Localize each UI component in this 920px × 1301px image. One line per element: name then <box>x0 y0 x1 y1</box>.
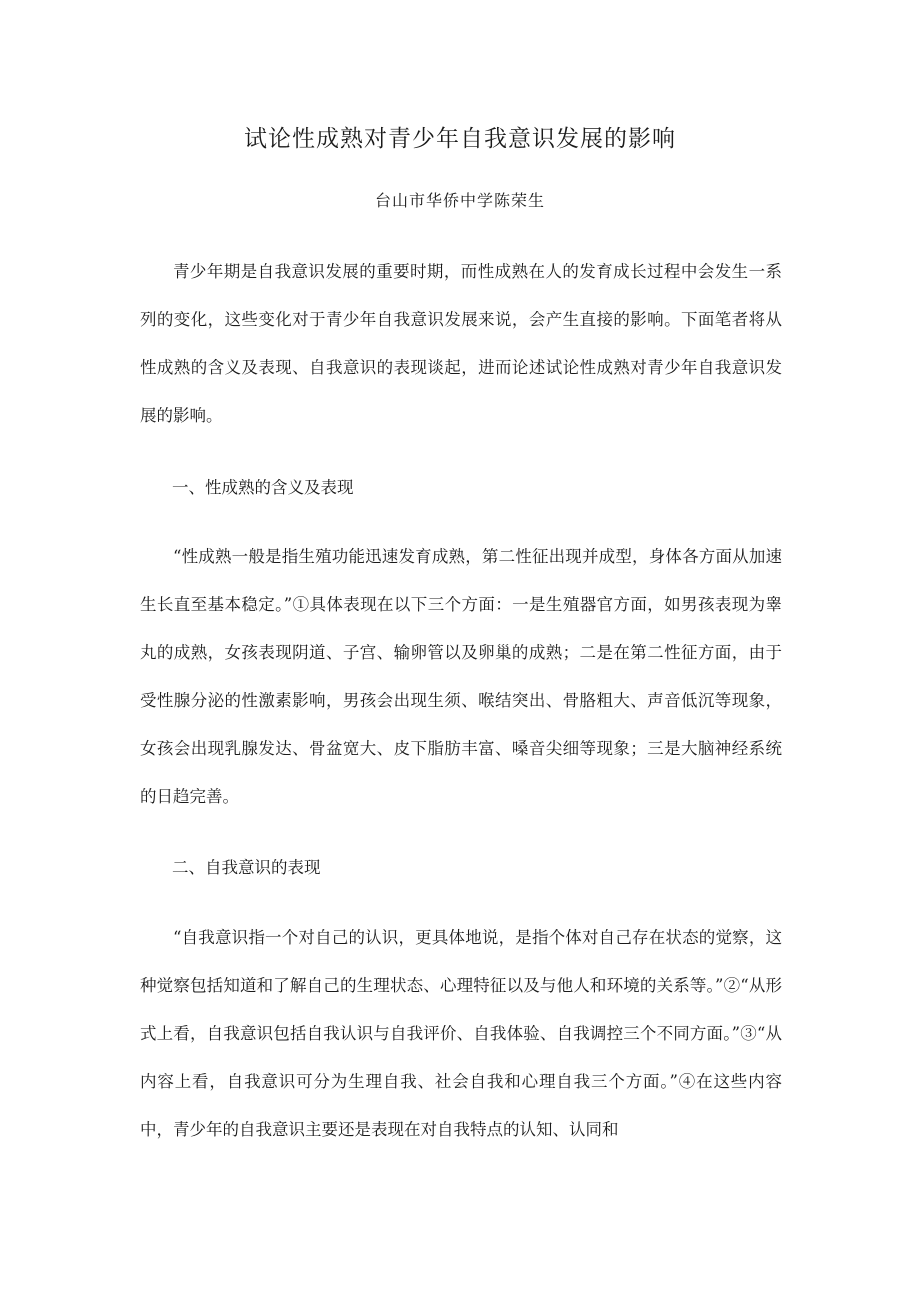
author-line: 台山市华侨中学陈荣生 <box>374 191 545 210</box>
section-2-heading: 二、自我意识的表现 <box>172 858 321 877</box>
section-2-paragraph: “自我意识指一个对自己的认识，更具体地说，是指个体对自己存在状态的觉察，这种觉察包括知道和了解自己的生理状态、心理特征以及与他人和环境的关系等。”②“从形式上看，自我意识包括自我认识与自我评价、自我体验、自我调控三个不同方面。”③“从内容上看，自我意识可分为生理自我、社会自我和心理自我三个方面。”④在这些内容中，青少年的自我意识主要还是表现在对自我特点的认知、认同和 <box>140 928 782 1139</box>
intro-paragraph: 青少年期是自我意识发展的重要时期，而性成熟在人的发育成长过程中会发生一系列的变化，这些变化对于青少年自我意识发展来说，会产生直接的影响。下面笔者将从性成熟的含义及表现、自我意识的表现谈起，进而论述试论性成熟对青少年自我意识发展的影响。 <box>140 262 782 425</box>
section-1-heading: 一、性成熟的含义及表现 <box>172 478 354 497</box>
section-1-paragraph: “性成熟一般是指生殖功能迅速发育成熟，第二性征出现并成型，身体各方面从加速生长直至基本稳定。”①具体表现在以下三个方面：一是生殖器官方面，如男孩表现为睾丸的成熟，女孩表现阴道、子宫、输卵管以及卵巢的成熟；二是在第二性征方面，由于受性腺分泌的性激素影响，男孩会出现生须、喉结突出、骨胳粗大、声音低沉等现象，女孩会出现乳腺发达、骨盆宽大、皮下脂肪丰富、嗓音尖细等现象；三是大脑神经系统的日趋完善。 <box>140 547 782 806</box>
document-title: 试论性成熟对青少年自我意识发展的影响 <box>244 126 676 152</box>
